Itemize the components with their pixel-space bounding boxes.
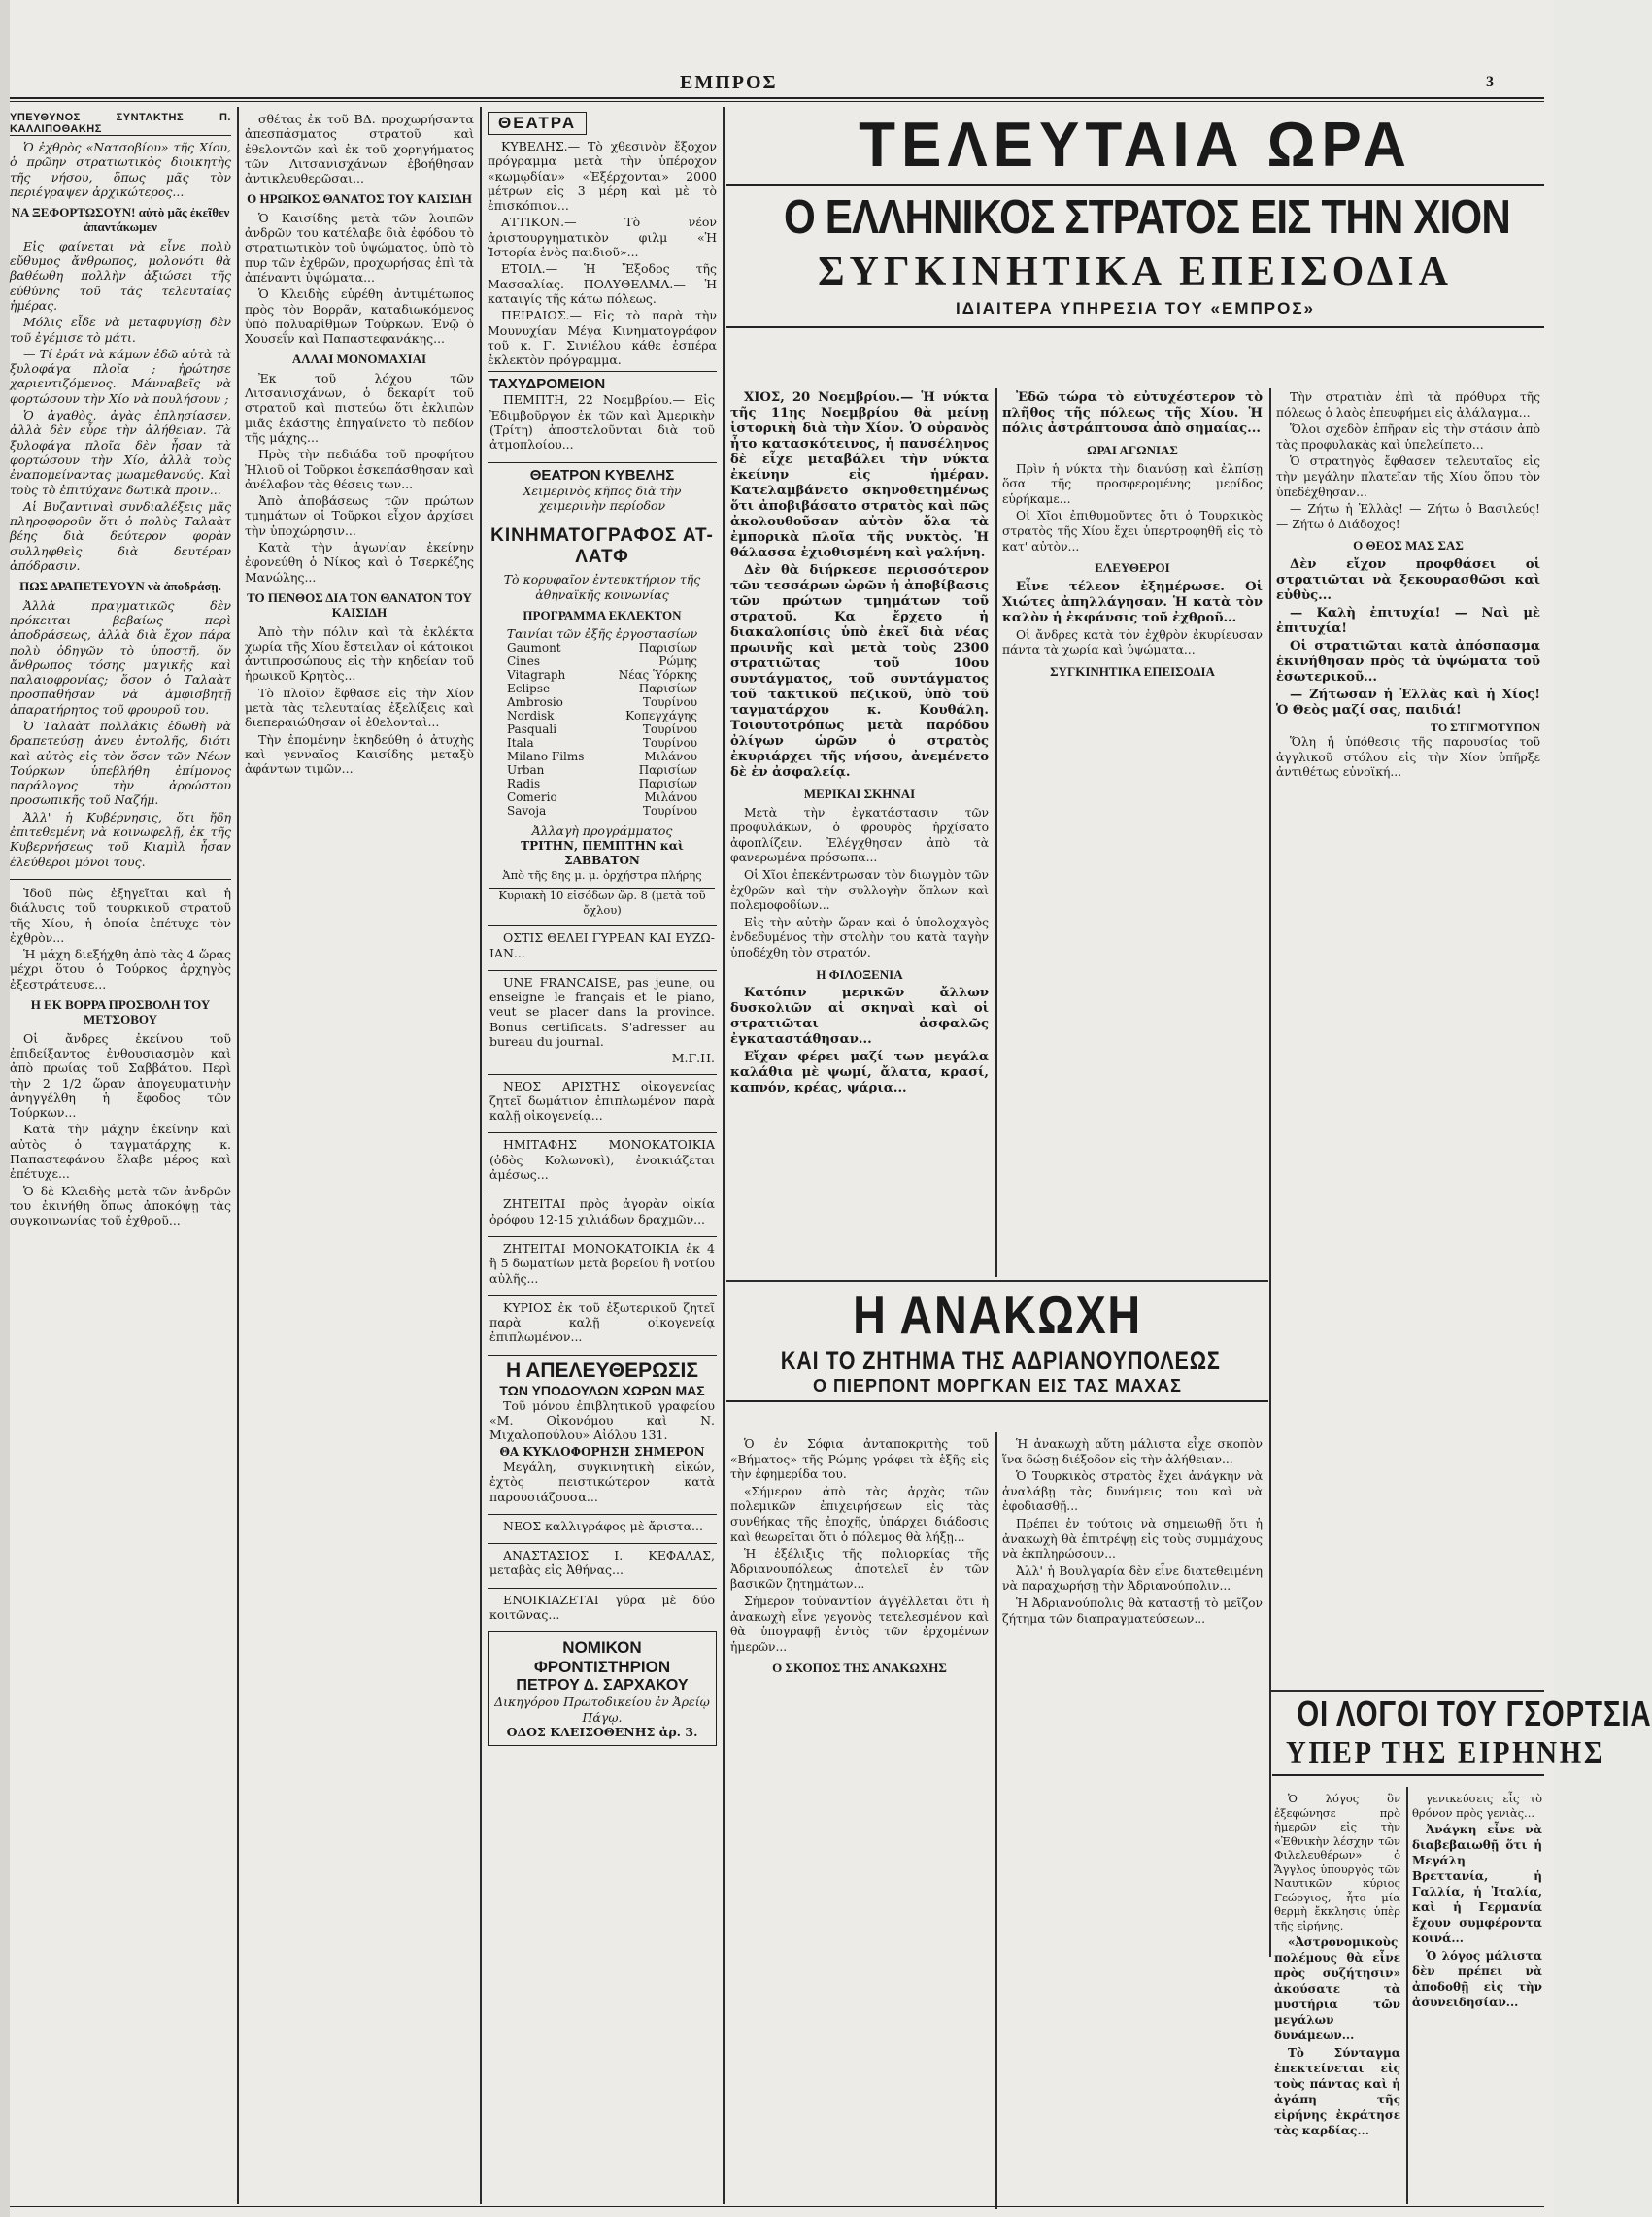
subheading: Ο ΗΡΩΙΚΟΣ ΘΑΝΑΤΟΣ ΤΟΥ ΚΑΙΣΙΔΗ bbox=[247, 191, 472, 207]
law-school-address: ΟΔΟΣ ΚΛΕΙΣΟΘΕΝΗΣ ἀρ. 3. bbox=[506, 1724, 698, 1739]
paragraph: Δὲν θὰ διήρκεσε περισσότερον τῶν τεσσάρων ὡρῶν ἡ ἀποβίβασις τῶν πρώτων τμημάτων τοῦ στρατοῦ. Κα ἔρχετο ἡ διακαλοπίσις ὑπὸ ἐκεῖ διὰ νέας πρωινῆς καὶ μετὰ τοὺς 2300 στρατιῶτας τοῦ 10ου συντάγματος, τοῦ συντάγματος τοῦ τακτικοῦ πεζικοῦ, ὑπὸ τοῦ ταγματάρχου κ. Κουθάλη. Τοιουτοτρόπως μετὰ παρόδου ὀλίγων ὡρῶν ὁ στρατὸς ἐκυριάρχει τῆς νήσου, ἀνεμένετο δὲ ἐν ἀσφαλείᾳ. bbox=[730, 563, 989, 780]
paragraph: Ὁ λόγος ὃν ἐξεφώνησε πρὸ ἡμερῶν εἰς τὴν «Ἐθνικὴν λέσχην τῶν Φιλελευθέρων» ὁ Ἄγγλος ὑπουργὸς τῶν Ναυτικῶν κύριος Γεώργιος, ἦτο μία θερμὴ ἔκκλησις ὑπὲρ τῆς εἰρήνης. bbox=[1274, 1792, 1400, 1932]
headline-army-chios: Ο ΕΛΛΗΝΙΚΟΣ ΣΤΡΑΤΟΣ ΕΙΣ ΤΗΝ ΧΙΟΝ bbox=[783, 191, 1510, 244]
subheading: Η ΦΙΛΟΞΕΝΙΑ bbox=[816, 966, 903, 982]
news-column-rule-2 bbox=[1269, 388, 1271, 1957]
studio-name: Eclipse bbox=[507, 682, 551, 696]
paragraph: Ὅλη ἡ ὑπόθεσις τῆς παρουσίας τοῦ ἀγγλικοῦ στόλου εἰς τὴν Χίον ὑπῆρξε ἀντιθέτως εὐνοϊκή... bbox=[1276, 734, 1540, 780]
news-column-1 bbox=[730, 390, 989, 1276]
george-column-rule bbox=[1406, 1787, 1408, 2204]
paragraph: ΠΕΜΠΤΗ, 22 Νοεμβρίου.— Εἰς Ἐδιμβοῦργον ἐκ τῶν καὶ Ἀμερικὴν (Τρίτη) ἀποστελοῦνται διὰ τοῦ ἀτμοπλοίου... bbox=[489, 392, 715, 453]
paragraph: σθέτας ἐκ τοῦ ΒΔ. προχωρήσαντα ἀπεσπάσματος στρατοῦ καὶ ἐθελοντῶν καὶ ἐκ τοῦ χορηγήματος τῶν Λιτσανισχάνων ἐβοήθησαν ἀντικλευθερῶσαι... bbox=[245, 112, 474, 186]
paragraph: Εἶνε τέλεον ἐξημέρωσε. Οἱ Χιώτες ἀπηλλάγησαν. Ἡ κατὰ τὸν καλὸν ἡ ἐκφάνσις τοῦ ἐχθροῦ... bbox=[1002, 579, 1263, 625]
studio-row bbox=[489, 695, 715, 709]
paragraph: Εἰς τὴν αὐτὴν ὥραν καὶ ὁ ὑπολοχαγὸς ἐνδεδυμένος τὴν στολὴν του κατὰ ταγὴν ὑποδέχθη τὸν στρατόν. bbox=[730, 915, 989, 959]
subheading: ΝΑ ΞΕΦΟΡΤΩΣΟΥΝ! αὐτὸ μᾶς ἐκεῖθεν ἀπαντάκωμεν bbox=[11, 205, 230, 235]
news-column-rule-3 bbox=[995, 1432, 997, 2209]
paragraph: Κατὰ τὴν μάχην ἐκείνην καὶ αὐτὸς ὁ ταγματάρχης κ. Παπαστεφάνου ἔλαβε μέρος καὶ ἐπέτυχε... bbox=[10, 1122, 231, 1182]
paragraph: Οἱ στρατιῶται κατὰ ἀπόσπασμα ἐκινήθησαν πρὸς τὰ ὑψώματα τοῦ ἐσωτερικοῦ... bbox=[1276, 638, 1540, 685]
studio-name: Nordisk bbox=[507, 709, 555, 723]
studio-row bbox=[489, 777, 715, 790]
headline-touching-episodes: ΣΥΓΚΙΝΗΤΙΚΑ ΕΠΕΙΣΟΔΙΑ bbox=[818, 250, 1453, 294]
paragraph: Τὴν ἐπομένην ἐκηδεύθη ὁ ἀτυχὴς καὶ γενναῖος Καισίδης μεταξὺ ἀφάντων τιμῶν... bbox=[245, 731, 474, 777]
section-rule bbox=[726, 1280, 1268, 1282]
paragraph: Ἀλλὰ πραγματικῶς δὲν πρόκειται βεβαίως περὶ ἀποδράσεως, ἀλλὰ διὰ ἔχον πάρα πολὺ ὀδηγῶν τὸ ὑποστῆ, ὅν ἄνθρωπος τόσης μαγικῆς καὶ παλαιοφρονίας; ὅσον ὁ Ταλαὰτ προσπαθήσαν νὰ ἀμφισβητῇ ἀπαρατήρητος τοῦ φρουροῦ του. bbox=[10, 597, 231, 717]
studio-row bbox=[489, 655, 715, 668]
studio-name: Pasquali bbox=[507, 722, 557, 737]
studio-city: Παρισίων bbox=[638, 763, 697, 778]
paragraph: Μετὰ τὴν ἐγκατάστασιν τῶν προφυλάκων, ὁ φρουρὸς ἠρχίσατο ἀφοπλίζειν. Ἐλέγχθησαν ἀπὸ τὰ φανερωμένα πρόσωπα... bbox=[730, 805, 989, 865]
headline-for-peace: ΥΠΕΡ ΤΗΣ ΕΙΡΗΝΗΣ bbox=[1286, 1734, 1605, 1769]
program-days: ΤΡΙΤΗΝ, ΠΕΜΠΤΗΝ καὶ ΣΑΒΒΑΤΟΝ bbox=[521, 838, 684, 868]
studio-city: Κοπεγχάγης bbox=[625, 709, 697, 723]
paragraph: Ὁ λόγος μάλιστα δὲν πρέπει νὰ ἀποδοθῇ εἰς τὴν ἀσυνειδησίαν... bbox=[1412, 1949, 1542, 2009]
classified-ad: ΖΗΤΕΙΤΑΙ ΜΟΝΟΚΑΤΟΙΚΙΑ ἐκ 4 ἢ 5 δωματίων μετὰ βορείου ἢ νοτίου αὐλῆς... bbox=[489, 1240, 715, 1286]
program-subtitle: Ταινίαι τῶν ἐξῆς ἐργοστασίων bbox=[506, 626, 698, 642]
paragraph: ΧΙΟΣ, 20 Νοεμβρίου.— Ἡ νύκτα τῆς 11ης Νοεμβρίου θὰ μείνῃ ἱστορικὴ διὰ τὴν Χίον. Ὁ οὐρανὸς ἦτο κατασκότεινος, ἡ πανσέληνος δὲ εἶχε μεταβάλει τὴν νύκτα ἐκείνην εἰς ἡμέραν. Κατελαμβάνετο σκηνοθετημένως ὅτι ἀποβιβάσατο στρατὸς καὶ πῶς ἀκολουθοῦσαν αὐτὸν ὅλα τὰ ἐμπορικὰ πλοῖα τῆς νυκτὸς. Ἡ θάλασσα ἐχιοθισμένη καὶ γαλήνη. bbox=[730, 390, 989, 560]
paragraph: Ὁ ἐχθρὸς «Νατσοβίου» τῆς Χίου, ὁ πρῶην στρατιωτικὸς διοικητὴς τῆς νήσου, ὅπως μᾶς τὸν περιέγραψεν ἀρχικώτερος... bbox=[10, 140, 231, 199]
paragraph: ΑΤΤΙΚΟΝ.— Τὸ νέον ἀριστουργηματικὸν φιλμ «Ἡ Ἱστορία ἑνὸς παιδιοῦ»... bbox=[488, 215, 717, 260]
paragraph: Μόλις εἶδε νὰ μεταφυγίσῃ δὲν τοῦ ἐγέμισε τὸ μάτι. bbox=[10, 315, 231, 345]
paragraph: Ἐκ τοῦ λόχου τῶν Λιτσανισχάνων, ὁ δεκαρίτ τοῦ στρατοῦ καὶ πιστεύω ὅτι ἐκλιπὼν μιᾶς ἑκάστης ἐπηγαίνετο τὸ πεδίον τῆς μάχης... bbox=[245, 370, 474, 445]
paragraph: Ἐδῶ τώρα τὸ εὐτυχέστερον τὸ πλῆθος τῆς πόλεως τῆς Χίου. Ἡ πόλις ἀστράπτουσα ἀπὸ σημαίας... bbox=[1002, 390, 1263, 436]
law-school-desc: Δικηγόρου Πρωτοδικείου ἐν Ἀρείῳ Πάγῳ. bbox=[494, 1695, 710, 1725]
studio-city: Παρισίων bbox=[638, 682, 697, 696]
section-rule bbox=[1270, 1690, 1544, 1692]
paragraph: Ἀπὸ τὴν πόλιν καὶ τὰ ἐκλέκτα χωρία τῆς Χίου ἔστειλαν οἱ κάτοικοι ἀντιπροσώπους εἰς τὴν κηδείαν τοῦ ἡρωικοῦ Κρητὸς... bbox=[245, 623, 474, 684]
classified-ad: ΚΥΡΙΟΣ ἐκ τοῦ ἐξωτερικοῦ ζητεῖ παρὰ καλῇ οἰκογενείᾳ ἐπιπλωμένον... bbox=[489, 1299, 715, 1345]
column-2 bbox=[245, 112, 474, 2200]
column-rule-2 bbox=[480, 107, 482, 2204]
paragraph: Ὁ δὲ Κλειδὴς μετὰ τῶν ἀνδρῶν του ἐκινήθη ὅπως ἀποκόψῃ τὰς συγκοινωνίας τοῦ ἐχθροῦ... bbox=[10, 1183, 231, 1228]
paragraph: Ὁ ἐν Σόφια ἀνταποκριτὴς τοῦ «Βήματος» τῆς Ρώμης γράφει τὰ ἑξῆς εἰς τὴν ἐφημερίδα του. bbox=[730, 1437, 989, 1482]
paragraph: Οἱ Χῖοι ἐπιθυμοῦντες ὅτι ὁ Τουρκικὸς στρατὸς τῆς Χίου ἔχει ὑπερτροφηθῆ εἰς τὸ κατ' αὐτὸν... bbox=[1002, 509, 1263, 554]
studio-list bbox=[489, 641, 715, 818]
paragraph: Οἱ ἄνδρες ἐκείνου τοῦ ἐπιδείξαντος ἐνθουσιασμὸν καὶ ἀπὸ πρωίας τοῦ Σαββάτου. Περὶ τὴν 2 1/2 ὥραν ἀπογευματινὴν ἀνηγγέλθη ἡ ἔφοδος τῶν Τούρκων... bbox=[10, 1030, 231, 1121]
paragraph: Κατόπιν μερικῶν ἄλλων δυσκολιῶν αἱ σκηναὶ καὶ οἱ στρατιῶται ἀσφαλῶς ἐγκαταστάθησαν... bbox=[730, 986, 989, 1048]
studio-name: Gaumont bbox=[507, 641, 561, 655]
paragraph: Τὸ Σύνταγμα ἐπεκτείνεται εἰς τοὺς πάντας καὶ ἡ ἀγάπη τῆς εἰρήνης ἐκράτησε τὰς καρδίας... bbox=[1274, 2046, 1400, 2137]
studio-row bbox=[489, 709, 715, 722]
studio-name: Vitagraph bbox=[507, 668, 566, 683]
program-change: Ἀλλαγὴ προγράμματος bbox=[531, 823, 673, 839]
masthead-title: ΕΜΠΡΟΣ bbox=[680, 72, 778, 93]
law-school-heading: ΝΟΜΙΚΟΝ ΦΡΟΝΤΙΣΤΗΡΙΟΝ bbox=[533, 1638, 671, 1677]
paragraph: Ἡ ἀνακωχὴ αὕτη μάλιστα εἶχε σκοπὸν ἵνα δώσῃ διέξοδον εἰς τὴν ἀλήθειαν... bbox=[1002, 1437, 1263, 1466]
studio-city: Μιλάνου bbox=[644, 790, 697, 805]
classified-ad: Τοῦ μόνου ἐπιβλητικοῦ γραφείου «Μ. Οἰκονόμου καὶ Ν. Μιχαλοπούλου» Αἰόλου 131. bbox=[489, 1397, 715, 1443]
headline-special-service: ΙΔΙΑΙΤΕΡΑ ΥΠΗΡΕΣΙΑ ΤΟΥ «ΕΜΠΡΟΣ» bbox=[956, 299, 1315, 318]
program-note: Κυριακὴ 10 εἰσόδων ὥρ. 8 (μετὰ τοῦ ὄχλου) bbox=[489, 888, 715, 919]
page-number: 3 bbox=[1486, 74, 1494, 90]
paragraph: Πρὸς τὴν πεδιάδα τοῦ προφήτου Ἠλιοῦ οἱ Τοῦρκοι ἐσκεπάσθησαν καὶ ἀνέλαβον τὰς θέσεις των... bbox=[245, 447, 474, 491]
paragraph: «Ἀστρονομικοὺς πολέμους θὰ εἶνε πρὸς συζήτησιν» ἀκούσατε τὰ μυστήρια τῶν μεγάλων δυνάμεων... bbox=[1274, 1935, 1400, 2042]
studio-city: Τουρίνου bbox=[642, 695, 697, 710]
classified-ad: ΝΕΟΣ καλλιγράφος μὲ ἄριστα... bbox=[503, 1518, 703, 1533]
kyveli-subtitle: Χειμερινὸς κῆπος διὰ τὴν χειμερινὴν περίοδον bbox=[523, 483, 682, 513]
subheading: ΜΕΡΙΚΑΙ ΣΚΗΝΑΙ bbox=[803, 787, 916, 801]
masthead-rule-thin bbox=[10, 101, 1544, 102]
paragraph: ΕΤΟΙΛ.— Ἡ Ἔξοδος τῆς Μασσαλίας. ΠΟΛΥΘΕΑΜΑ.— Ἡ καταιγίς τῆς κάτω πόλεως. bbox=[488, 261, 717, 306]
page-edge bbox=[0, 0, 10, 2217]
paragraph: Ὁ Τουρκικὸς στρατὸς ἔχει ἀνάγκην νὰ ἀναλάβῃ τὰς δυνάμεις του καὶ νὰ ἐφοδιασθῇ... bbox=[1002, 1469, 1263, 1514]
paragraph: Ἀπὸ ἀποβάσεως τῶν πρώτων τμημάτων οἱ Τοῦρκοι εἶχον ἀρχίσει τὴν ὑποχώρησιν... bbox=[245, 493, 474, 538]
lead-story-headline bbox=[726, 112, 1544, 328]
armistice-column-1 bbox=[730, 1437, 989, 2204]
paragraph: Ὅλοι σχεδὸν ἐπῆραν εἰς τὴν στάσιν ἀπὸ τὰς προφυλακὰς καὶ ὑπελείπετο... bbox=[1276, 422, 1540, 452]
news-column-rule-1 bbox=[995, 388, 997, 1277]
classified-ad: UNE FRANCAISE, pas jeune, ou enseigne le français et le piano, veut se placer dans la province. Bonus certificats. S'adresser au bureau du journal. bbox=[489, 974, 715, 1049]
subheading: ΤΟ ΠΕΝΘΟΣ ΔΙΑ ΤΟΝ ΘΑΝΑΤΟΝ ΤΟΥ ΚΑΙΣΙΔΗ bbox=[247, 589, 472, 621]
studio-name: Itala bbox=[507, 736, 534, 751]
classified-ad: Μεγάλη, συγκινητικὴ εἰκών, ἐχτὸς πειστικώτερον κατὰ παρουσιάζουσα... bbox=[489, 1459, 715, 1504]
headline-adrianople: ΚΑΙ ΤΟ ΖΗΤΗΜΑ ΤΗΣ ΑΔΡΙΑΝΟΥΠΟΛΕΩΣ bbox=[780, 1346, 1221, 1375]
column-3 bbox=[488, 112, 717, 2200]
news-column-2 bbox=[1002, 390, 1263, 1276]
subheading: Η ΕΚ ΒΟΡΡΑ ΠΡΟΣΒΟΛΗ ΤΟΥ ΜΕΤΣΟΒΟΥ bbox=[30, 997, 211, 1027]
paragraph: Δὲν εἴχον προφθάσει οἱ στρατιῶται νὰ ξεκουρασθῶσι καὶ εὐθὺς... bbox=[1276, 556, 1540, 603]
studio-name: Radis bbox=[507, 777, 541, 791]
george-headline bbox=[1272, 1694, 1652, 1776]
paragraph: — Ζήτωσαν ἡ Ἑλλὰς καὶ ἡ Χίος! Ὁ Θεὸς μαζί σας, παιδιά! bbox=[1276, 687, 1540, 718]
studio-name: Ambrosio bbox=[507, 695, 563, 710]
studio-city: Ρώμης bbox=[658, 655, 697, 669]
paragraph: — Ζήτω ἡ Ἑλλὰς! — Ζήτω ὁ Βασιλεύς! — Ζήτω ὁ Διάδοχος! bbox=[1276, 502, 1540, 531]
program-heading: ΠΡΟΓΡΑΜΜΑ ΕΚΛΕΚΤΟΝ bbox=[523, 607, 682, 622]
kyveli-heading: ΘΕΑΤΡΟΝ ΚΥΒΕΛΗΣ bbox=[529, 466, 675, 484]
paragraph: ΚΥΒΕΛΗΣ.— Τὸ χθεσινὸν ἔξοχον πρόγραμμα μετὰ τὴν ὑπέροχον «κωμῳδίαν» «Ἐξέρχονται» 2000 μέτρων εἰς 3 μέρη καὶ μὲ τὸ ἐπισκόπιον... bbox=[488, 139, 717, 214]
ad-signature: Μ.Γ.Η. bbox=[671, 1051, 715, 1066]
studio-name: Urban bbox=[507, 763, 545, 778]
studio-row bbox=[489, 722, 715, 736]
studio-city: Μιλάνου bbox=[644, 750, 697, 764]
editor-byline: ΥΠΕΥΘΥΝΟΣ ΣΥΝΤΑΚΤΗΣ Π. ΚΑΛΛΙΠΟΘΑΚΗΣ bbox=[10, 112, 231, 135]
subheading: Ο ΘΕΟΣ ΜΑΣ ΣΑΣ bbox=[1353, 538, 1464, 554]
paragraph: Ἀλλ' ἡ Κυβέρνησις, ὅτι ἤδη ἐπιτεθεμένη νὰ κοινωφελῇ, ἐκ τῆς Κυβερνήσεως τοῦ Κιαμὶλ ἦσαν ἐλεύθεροι μόνοι τους. bbox=[10, 809, 231, 869]
subheading: ΣΥΓΚΙΝΗΤΙΚΑ ΕΠΕΙΣΟΔΙΑ bbox=[1050, 663, 1215, 679]
subheading: ΑΛΛΑΙ ΜΟΝΟΜΑΧΙΑΙ bbox=[291, 352, 427, 367]
classified-ad: ΑΝΑΣΤΑΣΙΟΣ Ι. ΚΕΦΑΛΑΣ, μεταβὰς εἰς Ἀθήνας... bbox=[489, 1548, 715, 1578]
subheading: ΠΩΣ ΔΡΑΠΕΤΕΥΟΥΝ νὰ ἀποδράσῃ. bbox=[19, 579, 221, 594]
subheading: ΕΛΕΥΘΕΡΟΙ bbox=[1095, 560, 1170, 576]
studio-city: Παρισίων bbox=[638, 777, 697, 791]
paragraph: Τὴν στρατιὰν ἐπὶ τὰ πρόθυρα τῆς πόλεως ὁ λαὸς ἐπευφήμει εἰς ἀλάλαγμα... bbox=[1276, 390, 1540, 420]
paragraph: Ἡ ἐξέλιξις τῆς πολιορκίας τῆς Ἀδριανουπόλεως ἀποτελεῖ ἐν τῶν βασικῶν ζητημάτων... bbox=[730, 1547, 989, 1592]
headline-george-words: ΟΙ ΛΟΓΟΙ ΤΟΥ ΓΣΟΡΤΣΙΑ bbox=[1297, 1694, 1652, 1733]
studio-city: Τουρίνου bbox=[642, 722, 697, 737]
paragraph: Ὁ ἀγαθὸς, ἀγὰς ἐπλησίασεν, ἀλλὰ δὲν εὗρε τὴν ἀλήθειαν. Τὰ ξυλοφάγα πλοῖα δὲν ἦσαν τὰ φορτώσουν τὴν Χίο, ἀλλὰ τοὺς ἐναπομείναντας μωαμεθανούς. Καὶ τοὺς τὸ ἐπιτύχανε δωτικὰ προιν... bbox=[10, 408, 231, 497]
studio-city: Τουρίνου bbox=[642, 736, 697, 751]
bottom-rule bbox=[10, 2206, 1544, 2207]
armistice-column-2 bbox=[1002, 1437, 1263, 2204]
paragraph: Εἰς φαίνεται νὰ εἶνε πολὺ εὔθυμος ἄνθρωπος, μολονότι θὰ βαθέωθη πολλὴν ἀξιώσει τῆς εὐθύνης τοῦ τάς τελευταίας ἡμέρας. bbox=[10, 238, 231, 313]
studio-name: Milano Films bbox=[507, 750, 585, 764]
armistice-headline bbox=[726, 1284, 1268, 1402]
studio-city: Παρισίων bbox=[638, 641, 697, 655]
studio-name: Comerio bbox=[507, 790, 557, 805]
news-column-3 bbox=[1276, 390, 1540, 1361]
theatres-heading: ΘΕΑΤΡΑ bbox=[488, 112, 587, 135]
studio-row bbox=[489, 668, 715, 682]
paragraph: Ἡ Ἀδριανούπολις θὰ καταστῇ τὸ μεῖζον ζήτημα τῶν διαπραγματεύσεων... bbox=[1002, 1596, 1263, 1626]
studio-name: Savoja bbox=[507, 804, 547, 819]
studio-city: Τουρίνου bbox=[642, 804, 697, 819]
studio-row bbox=[489, 750, 715, 763]
column-rule-1 bbox=[237, 107, 239, 2204]
masthead-rule bbox=[10, 97, 1544, 99]
masthead bbox=[0, 72, 1554, 93]
paragraph: Ἰδοῦ πὼς ἐξηγεῖται καὶ ἡ διάλυσις τοῦ τουρκικοῦ στρατοῦ τῆς Χίου, ἡ ὁποία ἐπέτυχε τὸν ἐχθρὸν... bbox=[10, 885, 231, 945]
paragraph: Οἱ Χῖοι ἐπεκέντρωσαν τὸν διωγμὸν τῶν ἐχθρῶν καὶ τὴν συλλογὴν ὅπλων καὶ πολεμοφοδίων... bbox=[730, 867, 989, 913]
ad-heading: Η ΑΠΕΛΕΥΘΕΡΩΣΙΣ bbox=[505, 1359, 698, 1382]
classified-ad: ΖΗΤΕΙΤΑΙ πρὸς ἀγορὰν οἰκία ὀρόφου 12-15 χιλιάδων δραχμῶν... bbox=[489, 1196, 715, 1226]
paragraph: — Τί ἐράτ νὰ κάμων ἐδῶ αὐτὰ τὰ ξυλοφάγα πλοῖα ; ἠρώτησε χαριεντιζόμενος. Μάνναβεῖς νὰ φορτώσουν τὴν Χίο νὰ πουλήσουν ; bbox=[10, 346, 231, 406]
george-column-2 bbox=[1412, 1792, 1542, 2204]
classified-ad: ΝΕΟΣ ΑΡΙΣΤΗΣ οἰκογενείας ζητεῖ δωμάτιον ἐπιπλωμένον παρὰ καλῇ οἰκογενείᾳ... bbox=[489, 1078, 715, 1124]
paragraph: Ὁ Ταλαὰτ πολλάκις ἐδωθὴ νὰ δραπετεύσῃ ἀνευ ἐντολῆς, διότι καὶ αὐτὸς εἰς τὸν ὅσον τῶν Νέων Τούρκων ὑπεβλήθη ἐπίμονος παράλογος τὴν ἀρρώστου προσωπικῆς τοῦ Ναζήμ. bbox=[10, 718, 231, 808]
studio-row bbox=[489, 804, 715, 818]
cinema-heading: ΚΙΝΗΜΑΤΟΓΡΑΦΟΣ ΑΤ-ΛΑΤΦ bbox=[490, 525, 714, 568]
paragraph: Πρέπει ἐν τούτοις νὰ σημειωθῇ ὅτι ἡ ἀνακωχὴ θὰ ἐπιτρέψῃ εἰς τοὺς συμμάχους νὰ ἐκπληρώσουν... bbox=[1002, 1516, 1263, 1562]
ad-subheading: ΤΩΝ ΥΠΟΔΟΥΛΩΝ ΧΩΡΩΝ ΜΑΣ bbox=[499, 1382, 705, 1398]
subheading: ΩΡΑΙ ΑΓΩΝΙΑΣ bbox=[1087, 443, 1178, 457]
classified-ad: ΗΜΙΤΑΦΗΣ ΜΟΝΟΚΑΤΟΙΚΙΑ (ὁδὸς Κολωνοκὶ), ἐνοικιάζεται ἀμέσως... bbox=[489, 1137, 715, 1183]
subheading: Ο ΣΚΟΠΟΣ ΤΗΣ ΑΝΑΚΩΧΗΣ bbox=[772, 1661, 947, 1676]
paragraph: Ἀλλ' ἡ Βουλγαρία δὲν εἶνε διατεθειμένη νὰ παραχωρήσῃ τὴν Ἀδριανούπολιν... bbox=[1002, 1563, 1263, 1594]
paragraph: Τὸ πλοῖον ἔφθασε εἰς τὴν Χίον μετὰ τὰς τελευταίας ἐξελίξεις καὶ διεπεραιώθησαν οἱ ἐθελονταὶ... bbox=[245, 685, 474, 730]
paragraph: Οἱ ἄνδρες κατὰ τὸν ἐχθρὸν ἐκυρίευσαν πάντα τὰ χωρία καὶ ὑψώματα... bbox=[1002, 627, 1263, 657]
paragraph: ΠΕΙΡΑΙΩΣ.— Εἰς τὸ παρὰ τὴν Μουνυχίαν Μέγα Κινηματογράφον τοῦ κ. Γ. Σινιέλου κάθε ἑσπέρα ἐκλεκτὸν πρόγραμμα. bbox=[488, 308, 717, 368]
paragraph: Ἡ μάχη διεξήχθη ἀπὸ τὰς 4 ὥρας μέχρι ὅτου ὁ Τούρκος ἀρχηγὸς ἐξεστράτευσε... bbox=[10, 947, 231, 991]
paragraph: Ὁ Καισίδης μετὰ τῶν λοιπῶν ἀνδρῶν του κατέλαβε διὰ ἐφόδου τὸ στρατιωτικὸν τοῦ ὑψώματος, ὑπὸ τὸ πυρ τῶν ἐχθρῶν, προχωρήσας ἐπὶ τὰ ἀπέναντι ὑψώματα... bbox=[245, 210, 474, 285]
classified-ad: ΕΝΟΙΚΙΑΖΕΤΑΙ γύρα μὲ δύο κοιτῶνας... bbox=[489, 1592, 715, 1622]
law-school-name: ΠΕΤΡΟΥ Δ. ΣΑΡΧΑΚΟΥ bbox=[516, 1677, 689, 1695]
studio-row bbox=[489, 736, 715, 750]
paragraph: Πρὶν ἡ νύκτα τὴν διανύσῃ καὶ ἐλπίσῃ ὅσα τῆς προσφερομένης μερίδος εὑρήκαμε... bbox=[1002, 461, 1263, 506]
column-rule-3 bbox=[723, 107, 725, 2204]
column-1 bbox=[10, 112, 231, 2200]
studio-row bbox=[489, 641, 715, 655]
post-heading: ΤΑΧΥΔΡΟΜΕΙΟΝ bbox=[489, 376, 606, 393]
article-signature: ΤΟ ΣΤΙΓΜΟΤΥΠΟΝ bbox=[1431, 720, 1540, 734]
paragraph: Ἀνάγκη εἶνε νὰ διαβεβαιωθῇ ὅτι ἡ Μεγάλη Βρεττανία, ἡ Γαλλία, ἡ Ἰταλία, καὶ ἡ Γερμανία ἔχουν συμφέροντα κοινά... bbox=[1412, 1823, 1542, 1945]
headline-morgan: Ο ΠΙΕΡΠΟΝΤ ΜΟΡΓΚΑΝ ΕΙΣ ΤΑΣ ΜΑΧΑΣ bbox=[813, 1376, 1182, 1395]
studio-row bbox=[489, 682, 715, 695]
paragraph: Σήμερον τοὐναντίον ἀγγέλλεται ὅτι ἡ ἀνακωχὴ εἶνε γεγονὸς τετελεσμένον καὶ θὰ ὑπογραφῇ ἐντὸς τῶν ἐρχομένων ἡμερῶν... bbox=[730, 1594, 989, 1654]
paragraph: γενικεύσεις εἶς τὸ θρόνον πρὸς γενιὰς... bbox=[1412, 1792, 1542, 1820]
classified-ad: ΟΣΤΙΣ ΘΕΛΕΙ ΓΥΡΕΑΝ ΚΑΙ ΕΥΖΩ-ΙΑΝ... bbox=[489, 930, 715, 960]
paragraph: Εἴχαν φέρει μαζί των μεγάλα καλάθια μὲ ψωμί, ἄλατα, κρασί, καπνόν, κρέας, ψάρια... bbox=[730, 1050, 989, 1096]
studio-row bbox=[489, 763, 715, 777]
studio-name: Cines bbox=[507, 655, 541, 669]
studio-city: Νέας Ὑόρκης bbox=[618, 668, 697, 683]
studio-row bbox=[489, 790, 715, 804]
paragraph: Ὁ Κλειδὴς εὑρέθη ἀντιμέτωπος πρὸς τὸν Βορρᾶν, καταδιωκόμενος ὑπὸ πολυαρίθμων Τούρκων. Ἐνῷ ὁ Χουσεΐν καὶ Παπαστεφανάκης... bbox=[245, 286, 474, 347]
paragraph: — Καλὴ ἐπιτυχία! — Ναὶ μὲ ἐπιτυχία! bbox=[1276, 605, 1540, 636]
paragraph: «Σήμερον ἀπὸ τὰς ἀρχὰς τῶν πολεμικῶν ἐπιχειρήσεων εἰς τὰς συνθήκας τῆς ἐποχῆς, ὑπάρχει διάδοσις καὶ θεωρεῖται ὅτι ὁ πόλεμος θὰ λήξῃ... bbox=[730, 1484, 989, 1544]
ad-subheading: ΘΑ ΚΥΚΛΟΦΟΡΗΣΗ ΣΗΜΕΡΟΝ bbox=[499, 1444, 705, 1459]
headline-armistice: Η ΑΝΑΚΩΧΗ bbox=[853, 1285, 1142, 1345]
cinema-subtitle: Τὸ κορυφαῖον ἐντευκτήριον τῆς ἀθηναϊκῆς κοινωνίας bbox=[503, 572, 701, 602]
paragraph: Κατὰ τὴν ἀγωνίαν ἐκείνην ἐφονεύθη ὁ Νίκος καὶ ὁ Τσερκέζης Μανώλης... bbox=[245, 540, 474, 585]
paragraph: Ὁ στρατηγὸς ἔφθασεν τελευταῖος εἰς τὴν μεγάλην πλατεῖαν τῆς Χίου ὅπου τὸν ὑπεδέχθησαν... bbox=[1276, 454, 1540, 499]
program-note: Ἀπὸ τῆς 8ης μ. μ. ὀρχήστρα πλήρης bbox=[502, 868, 702, 883]
headline-last-hour: ΤΕΛΕΥΤΑΙΑ ΩΡΑ bbox=[859, 110, 1412, 181]
paragraph: Αἱ Βυζαντιναὶ συνδιαλέξεις μᾶς πληροφοροῦν ὅτι ὁ πολὺς Ταλαὰτ βέης διὰ δεύτερον φορὰν συλληφθεὶς διὰ δευτέραν ἀπόδρασιν. bbox=[10, 498, 231, 574]
george-column-1 bbox=[1274, 1792, 1400, 2204]
